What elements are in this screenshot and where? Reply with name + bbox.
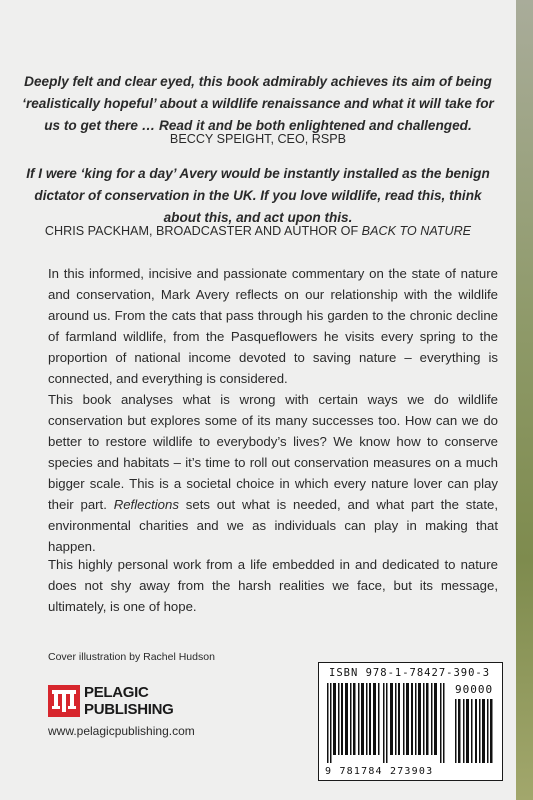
- publisher-website[interactable]: www.pelagicpublishing.com: [48, 724, 195, 738]
- quote-beccy-speight: [0, 71, 516, 137]
- isbn-number: ISBN 978-1-78427-390-3: [329, 667, 491, 679]
- price-code: 90000: [455, 683, 494, 696]
- paragraph-text: sets out what is needed, and what part the state, environmental charities and we as individuals can play in making that happen.: [48, 497, 498, 554]
- attribution-book-title: BACK TO NATURE: [361, 224, 472, 238]
- paragraph-text: This book analyses what is wrong with certain ways we do wildlife conservation but explores some of its many successes too. How can we do better to restore wildlife to everybody’s lives? We know how to conserve species and habitats – it’s time to roll out conservation measures on a much bigger scale. This is a societal choice in which every nature lover can play their part.: [48, 392, 498, 512]
- cover-illustration-credit: Cover illustration by Rachel Hudson: [48, 651, 215, 663]
- price-addon-bars: [455, 699, 495, 763]
- publisher-logo: [48, 683, 174, 719]
- blurb-paragraph-2: [48, 389, 498, 557]
- quote-attribution: [0, 224, 516, 238]
- isbn-barcode: [318, 662, 503, 781]
- quote-chris-packham: [0, 163, 516, 229]
- attribution-prefix: CHRIS PACKHAM, BROADCASTER AND AUTHOR OF: [44, 224, 362, 238]
- quote-line: ‘realistically hopeful’ about a wildlife renaissance and what it will take for: [22, 96, 494, 111]
- publisher-name: PELAGIC: [84, 684, 149, 701]
- barcode-digits: 9 781784 273903: [325, 766, 434, 777]
- publisher-name: PUBLISHING: [84, 701, 174, 718]
- quote-line: us to get there … Read it and be both enlightened and challenged.: [44, 118, 472, 133]
- blurb-paragraph-1: In this informed, incisive and passionate commentary on the state of nature and conservation, Mark Avery reflects on our relationship with the wildlife around us. From the cats that pass through his garden to the chronic decline of farmland wildlife, from the Pasqueflowers he visits every spring to the proportion of national income devoted to saving nature – everything is connected, and everything is considered.: [48, 266, 498, 386]
- quote-line: If I were ‘king for a day’ Avery would be instantly installed as the benign: [26, 166, 490, 181]
- quote-attribution: BECCY SPEIGHT, CEO, RSPB: [169, 132, 347, 146]
- ean-barcode-bars: [327, 683, 451, 763]
- blurb-paragraph-3: This highly personal work from a life embedded in and dedicated to nature does not shy away from the harsh realities we face, but its message, ultimately, is one of hope.: [48, 557, 498, 614]
- book-title-italic: Reflections: [113, 497, 179, 512]
- quote-line: Deeply felt and clear eyed, this book admirably achieves its aim of being: [24, 74, 492, 89]
- quote-line: about this, and act upon this.: [163, 210, 353, 225]
- quote-line: dictator of conservation in the UK. If you love wildlife, read this, think: [34, 188, 482, 203]
- spine-edge: [516, 0, 533, 800]
